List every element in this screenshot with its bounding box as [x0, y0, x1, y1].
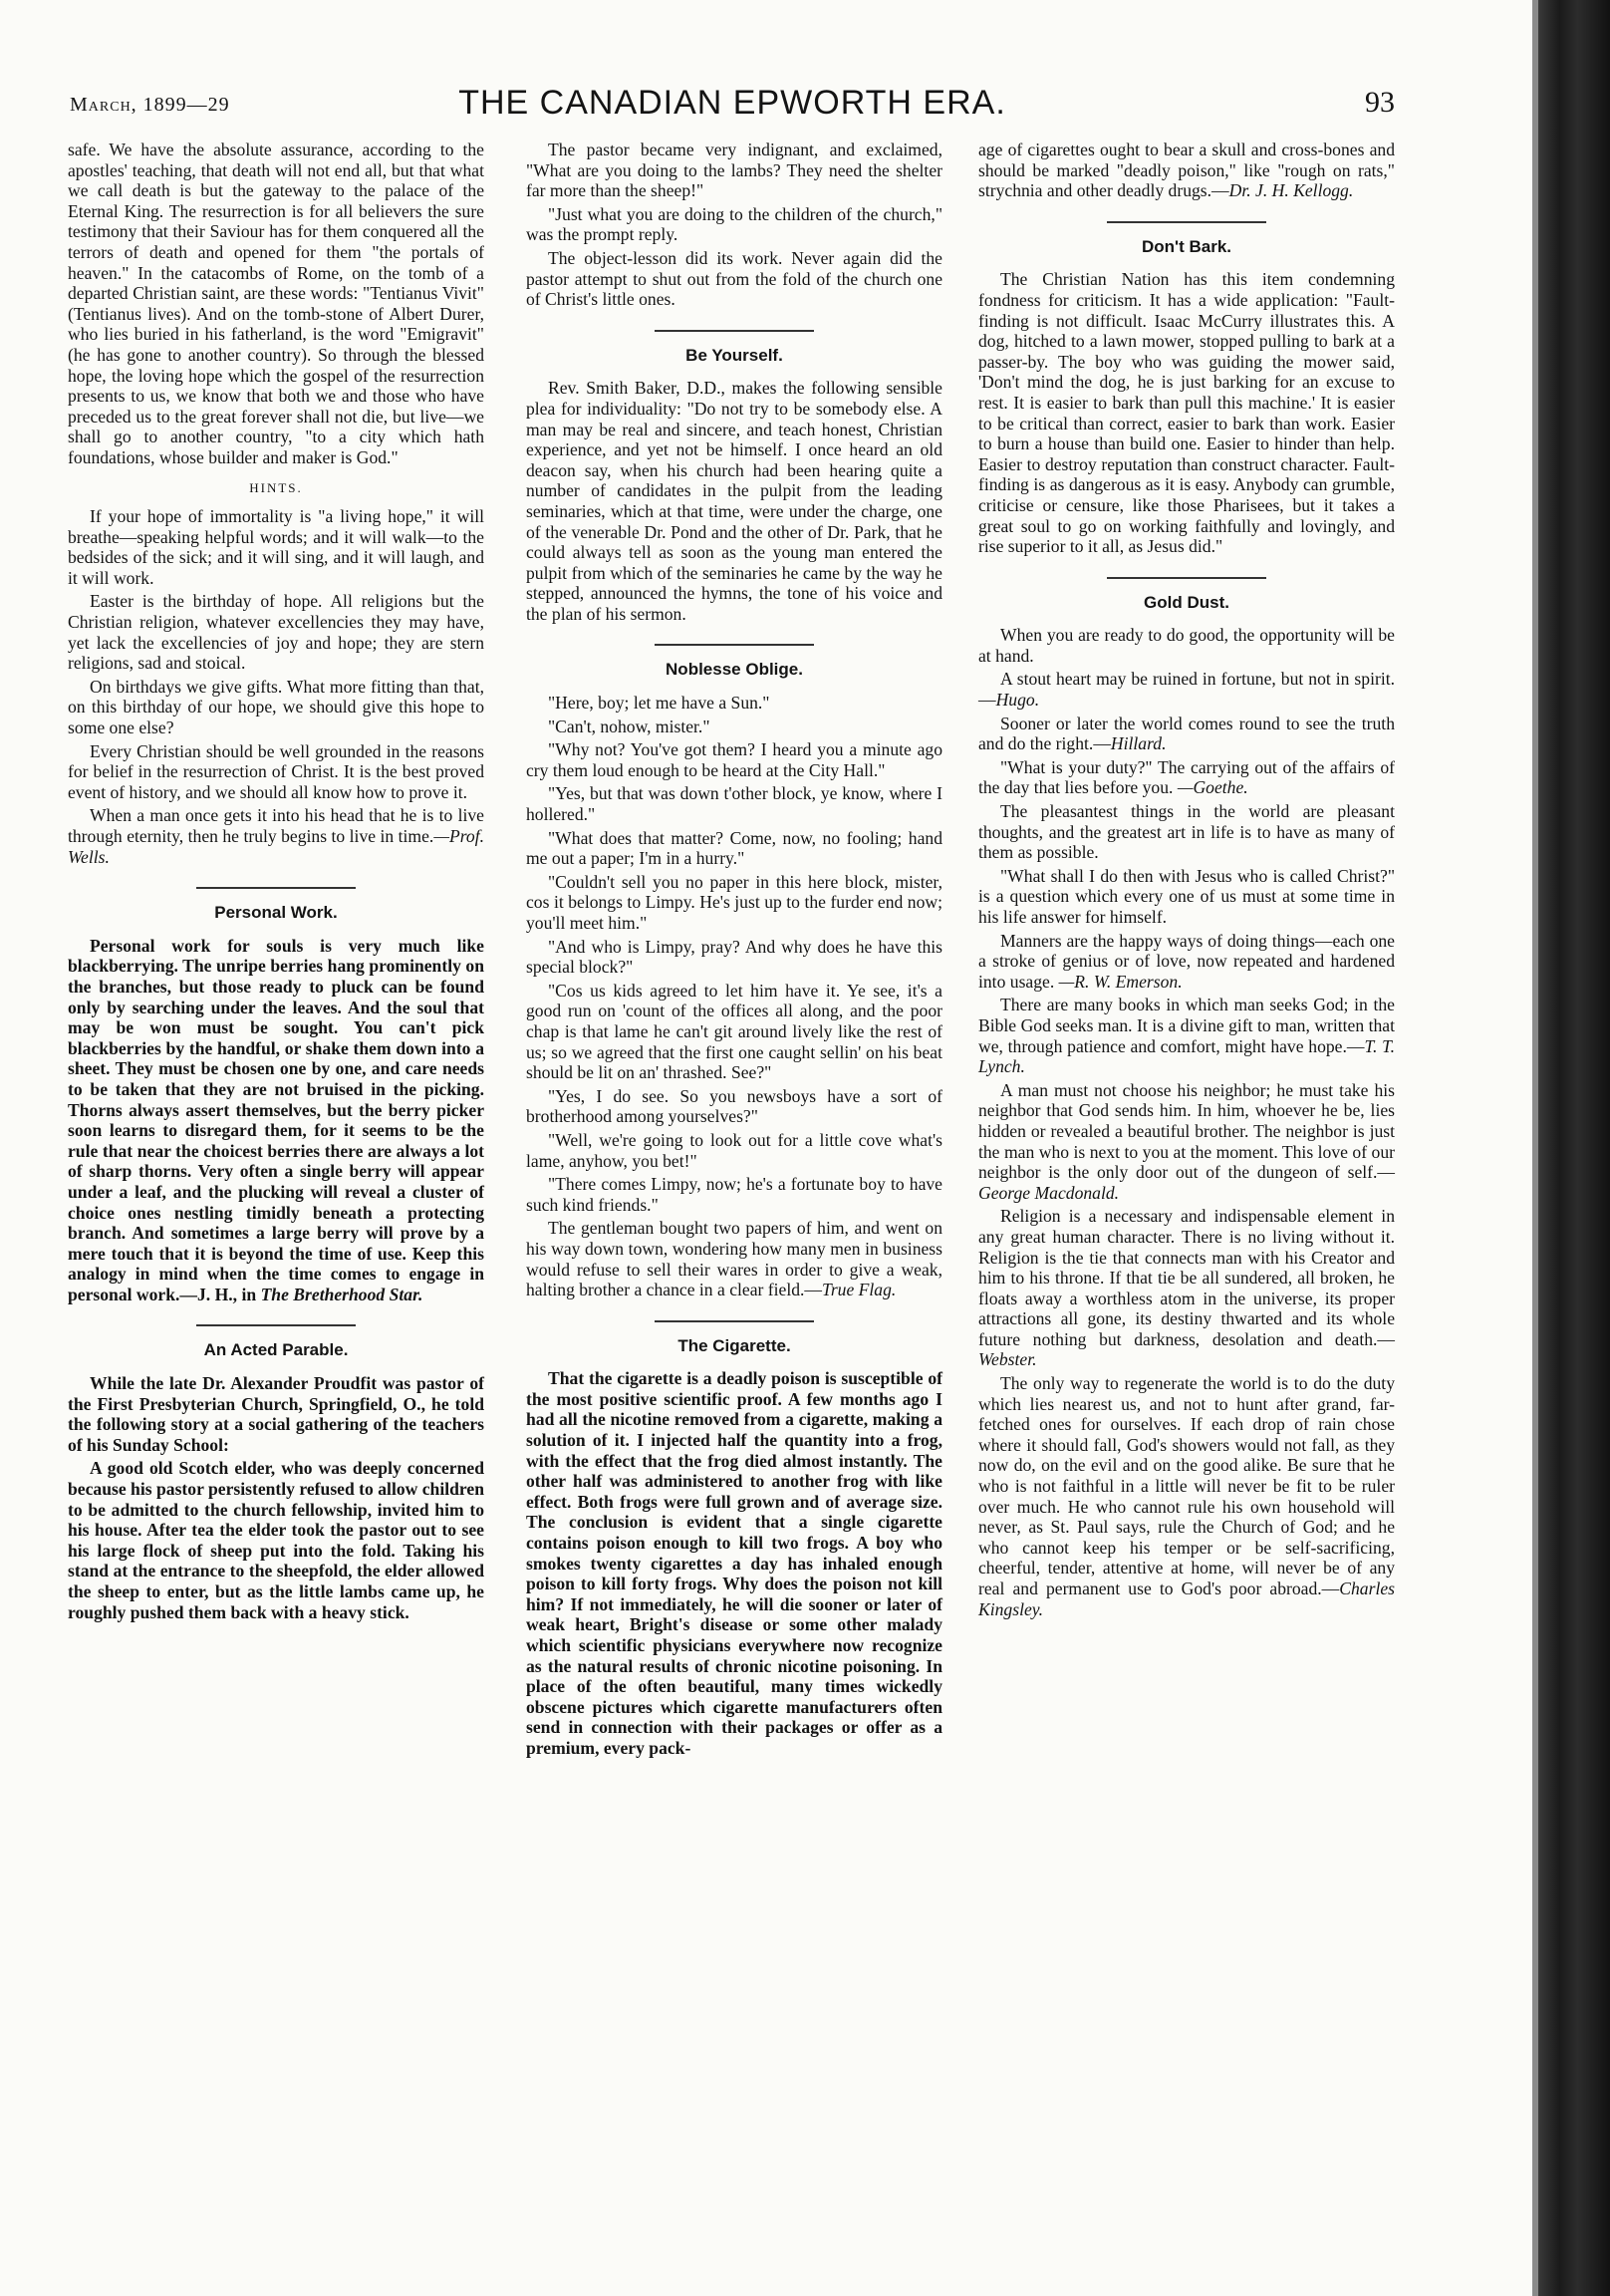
personal-work-body: [68, 936, 484, 1305]
paragraph: "Why not? You've got them? I heard you a minute ago cry them loud enough to be heard at the City Hall.": [526, 739, 942, 780]
paragraph-text: "What is your duty?" The carrying out of the affairs of the day that lies before you.: [978, 756, 1395, 798]
attribution: Hillard.: [1110, 733, 1167, 754]
header-date: March, 1899—29: [70, 94, 230, 116]
paragraph-text: age of cigarettes ought to bear a skull and cross-bones and should be marked "deadly poison," like "rough on rats," strychnia and other deadly drugs.—: [978, 140, 1395, 201]
section-divider: [1107, 577, 1266, 579]
paragraph: "What does that matter? Come, now, no fooling; hand me out a paper; I'm in a hurry.": [526, 827, 942, 869]
paragraph: [978, 757, 1395, 798]
paragraph: Easter is the birthday of hope. All religions but the Christian religion, whatever excellencies they may have, yet lack the excellencies of joy and hope; they are stern religions, sad and stoical.: [68, 591, 484, 674]
section-heading-dont-bark: Don't Bark.: [1142, 236, 1231, 256]
attribution: —Prof. Wells.: [68, 826, 484, 867]
paragraph: [68, 805, 484, 867]
paragraph-text: The only way to regenerate the world is to do the duty which lies nearest us, and not to hunt after grand, far-fetched ones for ourselves. If each drop of rain chose where it should fall, God's showers would not fall, as they now do, on the evil and on the good alike. Be sure that he who is not faithful in a little will never be fit to be ruler over much. He who cannot rule his own household will never, as St. Paul says, rule the Church of God; and he who cannot keep his temper or be self-sacrificing, cheerful, tender, attentive at home, will never be of any real and permanent use to God's poor abroad.—: [978, 1373, 1395, 1598]
header-title: THE CANADIAN EPWORTH ERA.: [458, 84, 1006, 122]
attribution: The Bretherhood Star.: [260, 1284, 423, 1304]
paragraph: [978, 669, 1395, 710]
paragraph: [978, 931, 1395, 993]
section-heading-hints: HINTS.: [249, 479, 303, 495]
paragraph: "Just what you are doing to the children of the church," was the prompt reply.: [526, 203, 942, 245]
section-heading-cigarette: The Cigarette.: [677, 1335, 791, 1355]
paragraph: "Couldn't sell you no paper in this here block, mister, cos it belongs to Limpy. He's just up to the furder end now; you'll meet him.": [526, 871, 942, 933]
paragraph: "Can't, nohow, mister.": [548, 716, 710, 736]
section-heading-noblesse-oblige: Noblesse Oblige.: [666, 660, 803, 680]
section-divider: [1107, 221, 1266, 223]
paragraph: "Cos us kids agreed to let him have it. Ye see, it's a good run on 'count of the offices all along, and the poor chap is that lame he can't git around lively like the rest of us; so we agreed that the first one caught sellin' on his beat should be lit on an' thrashed. See?": [526, 980, 942, 1083]
attribution: —R. W. Emerson.: [1058, 971, 1183, 992]
attribution: Webster.: [978, 1349, 1037, 1370]
attribution: True Flag.: [822, 1280, 897, 1300]
section-divider: [196, 887, 356, 889]
section-divider: [655, 1320, 814, 1322]
paragraph: "Well, we're going to look out for a little cove what's lame, anyhow, you bet!": [526, 1129, 942, 1171]
paragraph: "Yes, but that was down t'other block, ye know, where I hollered.": [526, 783, 942, 825]
page-number: 93: [1365, 86, 1395, 119]
paragraph-text: There are many books in which man seeks God; in the Bible God seeks man. It is a divine gift to man, written that we, through patience and comfort, might have hope.—: [978, 995, 1395, 1056]
paragraph: The pleasantest things in the world are pleasant thoughts, and the greatest art in life is to have as many of them as possible.: [978, 801, 1395, 863]
paragraph: The object-lesson did its work. Never again did the pastor attempt to shut out from the fold of the church one of Christ's little ones.: [526, 247, 942, 310]
paragraph: When you are ready to do good, the opportunity will be at hand.: [978, 625, 1395, 666]
paragraph: [68, 936, 484, 1305]
paragraph: If your hope of immortality is "a living hope," it will breathe—speaking helpful words; and it will walk—to the bedsides of the sick; and it will sing, and it will laugh, and it will work.: [68, 506, 484, 588]
paragraph: Rev. Smith Baker, D.D., makes the following sensible plea for individuality: "Do not try to be somebody else. A man may be real and sincere, and teach honest, Christian experience, and yet not be himself. I once heard an old deacon say, when his church had been hearing quite a number of candidates in the pulpit from the leading seminaries, which at that time, were under the charge, one of the venerable Dr. Pond and the other of Dr. Park, that he could always tell as soon as the young man entered the pulpit from which of the seminaries he came by the way he stepped, announced the hymns, the tone of his voice and the plan of his sermon.: [526, 378, 942, 624]
paragraph: While the late Dr. Alexander Proudfit was pastor of the First Presbyterian Church, Springfield, O., he told the following story at a social gathering of the teachers of his Sunday School:: [68, 1373, 484, 1455]
paragraph: "Here, boy; let me have a Sun.": [548, 693, 770, 714]
paragraph-text: A stout heart may be ruined in fortune, but not in spirit.—: [978, 669, 1395, 711]
paragraph-text: A man must not choose his neighbor; he must take his neighbor that God sends him. In him, whoever he be, lies hidden or revealed a beautiful brother. The neighbor is just the man who is next to you at the moment. This love of our neighbor is the only door out of the dungeon of self.—: [978, 1079, 1395, 1183]
cigarette-body: [526, 1368, 942, 1758]
paragraph: [978, 714, 1395, 754]
paragraph: The Christian Nation has this item condemning fondness for criticism. It has a wide application: "Fault-finding is not difficult. Isaac McCurry illustrates this. A dog, hitched to a lawn mower, stopped pulling to bark at a passer-by. The boy who was guiding the mower said, 'Don't mind the dog, he is just barking for an excuse to rest. It is easier to bark than pull this machine.' It is easier to be critical than correct, easier to bark than work. Easier to burn a house than build one. Easier to hinder than help. Easier to destroy reputation than construct character. Fault-finding is as dangerous as it is easy. Anybody can grumble, criticise or censure, like those Pharisees, but it takes a great soul to go on working faithfully and lovingly, and rise superior to it all, as Jesus did.": [978, 269, 1395, 557]
paragraph: The pastor became very indignant, and exclaimed, "What are you doing to the lambs? They need the shelter far more than the sheep!": [526, 140, 942, 201]
page-header: [70, 84, 1395, 124]
paragraph: On birthdays we give gifts. What more fitting than that, on this birthday of our hope, we should give this hope to some one else?: [68, 676, 484, 738]
column-1: [68, 140, 484, 1625]
paragraph: That the cigarette is a deadly poison is susceptible of the most positive scientific proof. A few months ago I had all the nicotine removed from a cigarette, making a solution of it. I injected half the quantity into a frog, with the effect that the frog died almost instantly. The other half was administered to another frog with like effect. Both frogs were full grown and of average size. The conclusion is evident that a single cigarette contains poison enough to kill two frogs. A boy who smokes twenty cigarettes a day has inhaled enough poison to kill forty frogs. Why does the poison not kill him? If not immediately, he will die sooner or later of weak heart, Bright's disease or some other malady which scientific physicians everywhere now recognize as the natural results of chronic nicotine poisoning. In place of the often beautiful, many times wickedly obscene pictures which cigarette manufacturers often send in connection with their packages or offer as a premium, every pack-: [526, 1368, 942, 1758]
section-divider: [655, 644, 814, 646]
paragraph: [526, 1218, 942, 1299]
section-divider: [655, 330, 814, 332]
paragraph: [978, 1373, 1395, 1619]
section-heading-be-yourself: Be Yourself.: [685, 345, 783, 365]
paragraph: [978, 1080, 1395, 1204]
paragraph: [978, 995, 1395, 1076]
section-heading-gold-dust: Gold Dust.: [1144, 592, 1229, 612]
paragraph: "And who is Limpy, pray? And why does he have this special block?": [526, 936, 942, 978]
paragraph-text: The gentleman bought two papers of him, and went on his way down town, wondering how many men in business would refuse to sell their wares in order to give a weak, halting brother a chance in a clear field.—: [526, 1218, 942, 1300]
paragraph-text: Manners are the happy ways of doing things—each one a stroke of genius or of love, now repeated and hardened into usage.: [978, 930, 1395, 992]
paragraph: [978, 1206, 1395, 1370]
column-2: [526, 140, 942, 1762]
book-binding: [1538, 0, 1610, 2296]
attribution: Dr. J. H. Kellogg.: [1228, 180, 1354, 201]
section-divider: [196, 1324, 356, 1326]
paragraph: "What shall I do then with Jesus who is called Christ?" is a question which every one of us must at some time in his life answer for himself.: [978, 865, 1395, 927]
column-3: [978, 140, 1395, 1622]
paragraph: safe. We have the absolute assurance, according to the apostles' teaching, that death will not end all, but that what we call death is but the gateway to the palace of the Eternal King. The resurrection is for all believers the sure testimony that their Saviour has for them conquered all the terrors of death and opened for them "the portals of heaven." In the catacombs of Rome, on the tomb of a departed Christian saint, are these words: "Tentianus Vivit" (Tentianus lives). And on the tomb-stone of Albert Durer, who lies buried in his fatherland, is the word "Emigravit" (he has gone to another country). So through the blessed hope, the loving hope which the gospel of the resurrection presents to us, we know that both we and those who have preceded us to the great forever shall not die, but live—we shall go to another country, "to a city which hath foundations, whose builder and maker is God.": [68, 140, 484, 467]
paragraph: A good old Scotch elder, who was deeply concerned because his pastor persistently refused to allow children to be admitted to the church fellowship, invited him to his house. After tea the elder took the pastor out to see his large flock of sheep put into the fold. Taking his stand at the entrance to the sheepfold, the elder allowed the sheep to enter, but as the little lambs came up, he roughly pushed them back with a heavy stick.: [68, 1458, 484, 1622]
section-heading-personal-work: Personal Work.: [214, 903, 338, 923]
paragraph-text: Religion is a necessary and indispensable element in any great human character. There is no living without it. Religion is the tie that connects man with his Creator and him to his throne. If that tie be all sundered, all broken, he floats away a worthless atom in the universe, its proper attractions all gone, its destiny thwarted and its whole future nothing but darkness, desolation and death.—: [978, 1206, 1395, 1349]
attribution: —Goethe.: [1177, 777, 1248, 798]
attribution: George Macdonald.: [978, 1182, 1120, 1203]
paragraph: Every Christian should be well grounded in the reasons for belief in the resurrection of Christ. It is the best proved event of history, and we should all know how to prove it.: [68, 740, 484, 802]
attribution: Charles Kingsley.: [978, 1578, 1395, 1619]
section-heading-acted-parable: An Acted Parable.: [203, 1340, 349, 1360]
paragraph: [978, 140, 1395, 201]
acted-parable-body: [68, 1373, 484, 1622]
paragraph: "There comes Limpy, now; he's a fortunate boy to have such kind friends.": [526, 1174, 942, 1215]
paragraph-text: Sooner or later the world comes round to see the truth and do the right.—: [978, 713, 1395, 754]
paragraph-text: Personal work for souls is very much like blackberrying. The unripe berries hang prominently on the branches, but those ready to pluck can be found only by searching under the leaves. And the soul that may be won must be sought. You can't pick blackberries by the handful, or shake them down into a sheet. They must be chosen one by one, and care needs to be taken that they are not bruised in the picking. Thorns always assert themselves, but the berry picker soon learns to disregard them, for it seems to be the rule that near the choicest berries there are always a lot of sharp thorns. Very often a single berry will appear under a leaf, and the plucking will reveal a cluster of choice ones nestling timidly beneath a protecting branch. And sometimes a large berry will prove by a mere touch that it is beyond the time of use. Keep this analogy in mind when the time comes to engage in personal work.—J. H., in: [68, 935, 484, 1304]
attribution: T. T. Lynch.: [978, 1035, 1395, 1077]
paragraph: "Yes, I do see. So you newsboys have a sort of brotherhood among yourselves?": [526, 1085, 942, 1127]
paragraph-text: When a man once gets it into his head that he is to live through eternity, then he truly begins to live in time.: [68, 805, 484, 846]
attribution: Hugo.: [995, 690, 1040, 711]
